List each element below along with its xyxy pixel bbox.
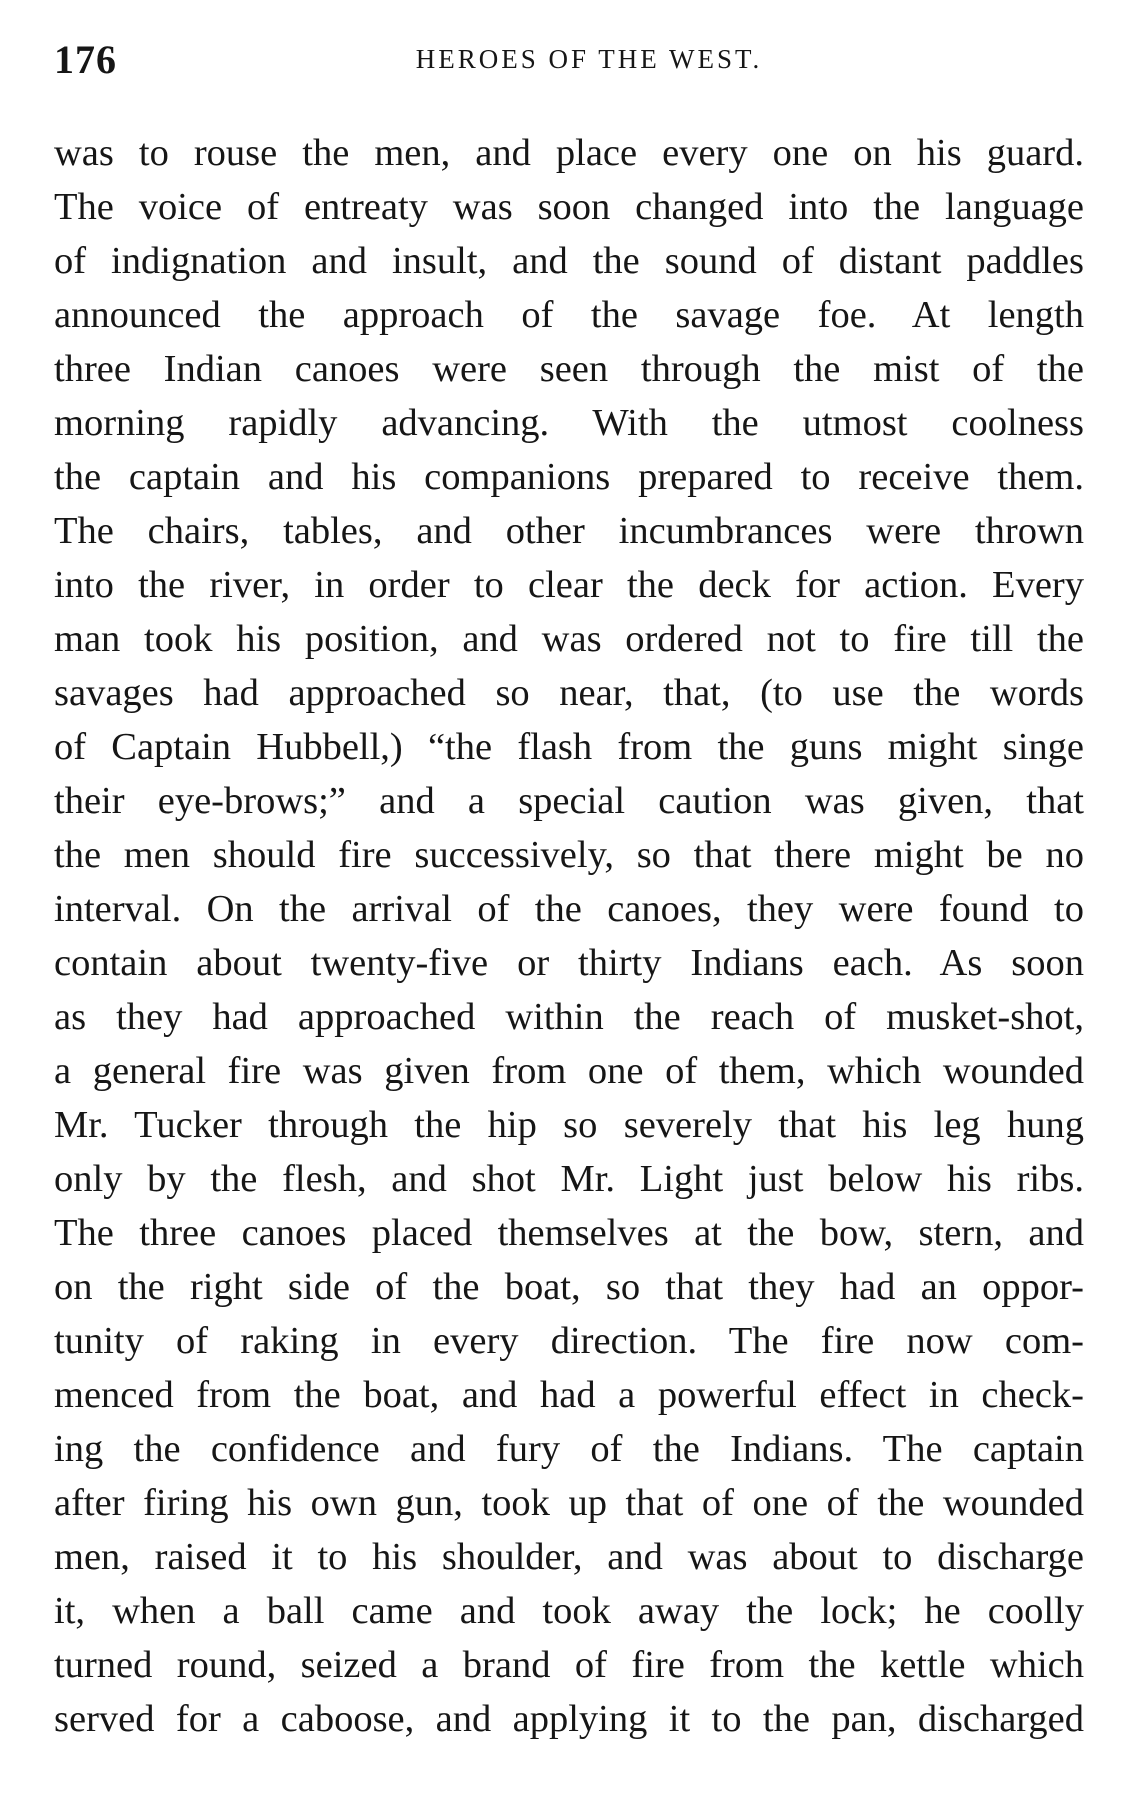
text-line: The voice of entreaty was soon changed into the language [54, 186, 1084, 228]
text-line: contain about twenty-five or thirty Indians each. As soon [54, 942, 1084, 984]
text-line: Mr. Tucker through the hip so severely that his leg hung [54, 1104, 1084, 1146]
text-line: was to rouse the men, and place every one on his guard. [54, 132, 1084, 174]
text-line: interval. On the arrival of the canoes, they were found to [54, 888, 1084, 930]
text-line: only by the flesh, and shot Mr. Light just below his ribs. [54, 1158, 1084, 1200]
text-line: menced from the boat, and had a powerful effect in check- [54, 1374, 1084, 1416]
text-line: after firing his own gun, took up that of one of the wounded [54, 1482, 1084, 1524]
text-line: man took his position, and was ordered not to fire till the [54, 618, 1084, 660]
running-title: HEROES OF THE WEST. [415, 44, 763, 74]
running-head [54, 30, 1084, 86]
text-line: turned round, seized a brand of fire from the kettle which [54, 1644, 1084, 1686]
text-line: of Captain Hubbell,) “the flash from the guns might singe [54, 726, 1084, 768]
text-line: the captain and his companions prepared to receive them. [54, 456, 1084, 498]
text-line: ing the confidence and fury of the Indians. The captain [54, 1428, 1084, 1470]
text-line: the men should fire successively, so that there might be no [54, 834, 1084, 876]
text-line: three Indian canoes were seen through the mist of the [54, 348, 1084, 390]
text-line: on the right side of the boat, so that they had an oppor- [54, 1266, 1084, 1308]
text-line: savages had approached so near, that, (to use the words [54, 672, 1084, 714]
text-line: morning rapidly advancing. With the utmost coolness [54, 402, 1084, 444]
text-line: of indignation and insult, and the sound of distant paddles [54, 240, 1084, 282]
text-line: it, when a ball came and took away the lock; he coolly [54, 1590, 1084, 1632]
text-line: tunity of raking in every direction. The fire now com- [54, 1320, 1084, 1362]
text-line: served for a caboose, and applying it to the pan, discharged [54, 1698, 1084, 1740]
text-line: their eye-brows;” and a special caution was given, that [54, 780, 1084, 822]
text-line: men, raised it to his shoulder, and was about to discharge [54, 1536, 1084, 1578]
page-number: 176 [54, 37, 117, 82]
text-line: The three canoes placed themselves at the bow, stern, and [54, 1212, 1084, 1254]
text-line: into the river, in order to clear the deck for action. Every [54, 564, 1084, 606]
body-text [54, 126, 1084, 1746]
text-line: a general fire was given from one of them, which wounded [54, 1050, 1084, 1092]
text-line: The chairs, tables, and other incumbrances were thrown [54, 510, 1084, 552]
text-line: as they had approached within the reach of musket-shot, [54, 996, 1084, 1038]
text-line: announced the approach of the savage foe. At length [54, 294, 1084, 336]
